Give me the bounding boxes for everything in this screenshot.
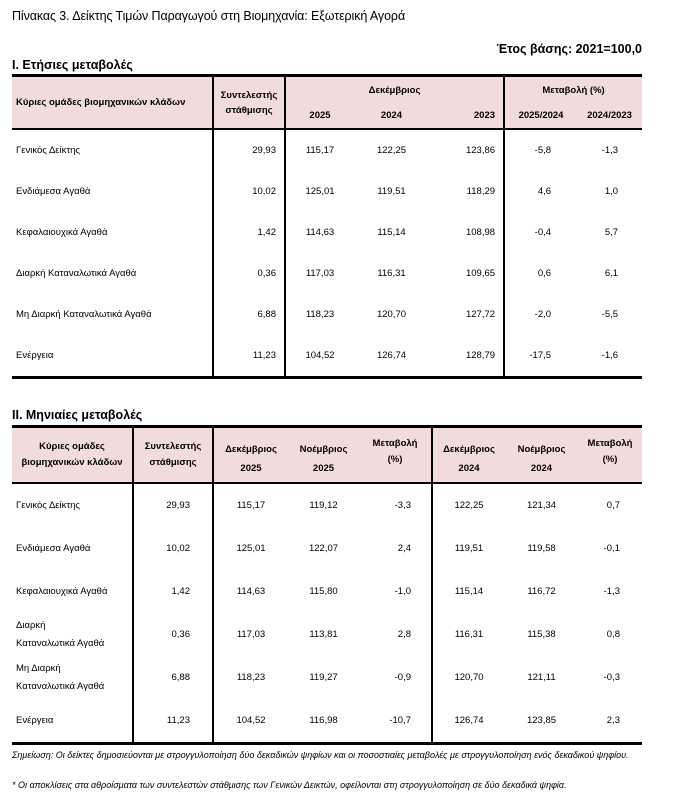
weight-cell: 11,23 — [133, 699, 213, 744]
table-row — [12, 212, 642, 253]
value-nov-2025: 115,80 — [309, 585, 338, 597]
header-change-2025-2024: 2025/2024 — [504, 103, 577, 129]
header-change-line1: Μεταβολή — [372, 438, 418, 449]
table-row — [12, 656, 642, 699]
row-label-line1: Κεφαλαιουχικά Αγαθά — [16, 585, 108, 597]
table-row — [12, 294, 642, 335]
value-dec-2025: 118,23 — [213, 656, 288, 699]
header-change-2025 — [359, 427, 432, 484]
header-year-2025: 2025 — [288, 455, 359, 483]
change-2025: -0,9 — [394, 671, 411, 683]
header-december: Δεκέμβριος — [285, 76, 504, 104]
change-2024-2023: -1,3 — [601, 145, 619, 156]
header-weight — [133, 427, 213, 484]
weight-cell: 6,88 — [213, 294, 285, 335]
header-group-line2: βιομηχανικών κλάδων — [21, 457, 123, 468]
value-nov-2024: 121,34 — [526, 499, 557, 511]
row-label-line1: Ενδιάμεσα Αγαθά — [16, 542, 91, 554]
value-dec-2023: 108,98 — [465, 227, 496, 238]
section-title-annual: I. Ετήσιες μεταβολές — [12, 58, 133, 72]
header-weight-line2: στάθμισης — [149, 457, 197, 468]
weight-cell: 29,93 — [133, 483, 213, 527]
change-2024: 2,3 — [606, 714, 620, 726]
value-dec-2024: 120,70 — [432, 656, 505, 699]
value-dec-2023: 127,72 — [465, 309, 496, 320]
table-row — [12, 483, 642, 527]
row-label — [12, 656, 133, 699]
header-nov-2025: Νοέμβριος — [288, 427, 359, 456]
row-label: Ενέργεια — [16, 350, 54, 361]
header-year-2024: 2024 — [505, 455, 578, 483]
value-nov-2025: 122,07 — [308, 542, 339, 554]
header-year-2024: 2024 — [432, 455, 505, 483]
row-label — [12, 570, 133, 613]
row-label: Κεφαλαιουχικά Αγαθά — [16, 227, 108, 238]
row-label: Γενικός Δείκτης — [16, 145, 80, 156]
weight-cell: 1,42 — [213, 212, 285, 253]
value-dec-2024: 119,51 — [432, 527, 505, 570]
header-group-line1: Κύριες ομάδες — [39, 441, 105, 452]
value-nov-2024: 123,85 — [526, 714, 557, 726]
value-dec-2025: 104,52 — [285, 335, 354, 378]
value-dec-2024: 120,70 — [376, 309, 407, 320]
row-label-line1: Μη Διαρκή — [16, 662, 61, 674]
change-2025-2024: -17,5 — [504, 335, 577, 378]
table-title: Πίνακας 3. Δείκτης Τιμών Παραγωγού στη Βιομηχανία: Εξωτερική Αγορά — [12, 9, 406, 23]
header-year-2024: 2024 — [354, 103, 429, 129]
row-label — [12, 613, 133, 656]
value-dec-2023: 128,79 — [465, 350, 496, 361]
header-change-2024-2023: 2024/2023 — [577, 103, 642, 129]
value-dec-2024: 116,31 — [432, 613, 505, 656]
value-dec-2025: 117,03 — [285, 253, 354, 294]
value-dec-2025: 125,01 — [285, 171, 354, 212]
value-dec-2024: 126,74 — [432, 699, 505, 744]
row-label-line1: Διαρκή — [16, 619, 46, 631]
change-2024: -0,1 — [603, 542, 620, 554]
value-dec-2025: 118,23 — [285, 294, 354, 335]
row-label — [12, 699, 133, 744]
monthly-changes-table — [12, 425, 642, 745]
change-2024-2023: -5,5 — [601, 309, 619, 320]
weight-cell: 11,23 — [213, 335, 285, 378]
table-row — [12, 253, 642, 294]
row-label: Μη Διαρκή Καταναλωτικά Αγαθά — [16, 309, 152, 320]
value-dec-2025: 115,17 — [285, 129, 354, 171]
value-nov-2025: 116,98 — [309, 714, 338, 726]
row-label: Ενδιάμεσα Αγαθά — [16, 186, 91, 197]
table-row — [12, 527, 642, 570]
table-row — [12, 171, 642, 212]
change-2025-2024: 0,6 — [504, 253, 577, 294]
value-dec-2023: 118,29 — [466, 186, 496, 197]
change-2025: -10,7 — [389, 714, 411, 726]
header-change-line2: (%) — [602, 454, 618, 465]
weight-cell: 29,93 — [213, 129, 285, 171]
header-dec-2025: Δεκέμβριος — [213, 427, 288, 456]
value-dec-2025: 115,17 — [213, 483, 288, 527]
value-dec-2024: 116,31 — [377, 268, 406, 279]
value-nov-2025: 119,27 — [309, 671, 338, 683]
header-nov-2024: Νοέμβριος — [505, 427, 578, 456]
value-dec-2023: 109,65 — [465, 268, 496, 279]
value-dec-2025: 117,03 — [213, 613, 288, 656]
change-2025: 2,4 — [397, 542, 411, 554]
value-nov-2024: 121,11 — [527, 671, 556, 683]
value-dec-2024: 122,25 — [376, 145, 407, 156]
change-2025-2024: -0,4 — [504, 212, 577, 253]
change-2024-2023: 5,7 — [604, 227, 619, 238]
change-2025-2024: 4,6 — [504, 171, 577, 212]
value-dec-2023: 123,86 — [465, 145, 496, 156]
change-2024: -1,3 — [603, 585, 620, 597]
header-year-2025: 2025 — [285, 103, 354, 129]
value-nov-2025: 113,81 — [309, 628, 338, 640]
value-nov-2025: 119,12 — [309, 499, 338, 511]
row-label-line1: Ενέργεια — [16, 714, 54, 726]
header-year-2023: 2023 — [429, 103, 504, 129]
header-dec-2024: Δεκέμβριος — [432, 427, 505, 456]
header-group — [12, 427, 133, 484]
value-dec-2025: 114,63 — [213, 570, 288, 613]
change-2024: -0,3 — [603, 671, 620, 683]
section-title-monthly: II. Μηνιαίες μεταβολές — [12, 408, 143, 422]
header-weight-line1: Συντελεστής — [144, 441, 202, 452]
footnote-weights: * Οι αποκλίσεις στα αθροίσματα των συντελεστών στάθμισης των Γενικών Δεικτών, οφείλονται στη στρογγυλοποίηση σε δύο δεκαδικά ψηφία. — [12, 780, 567, 790]
change-2025: 2,8 — [397, 628, 411, 640]
weight-cell: 10,02 — [133, 527, 213, 570]
change-2024-2023: 1,0 — [604, 186, 619, 197]
change-2025: -3,3 — [394, 499, 411, 511]
row-label-line2: Καταναλωτικά Αγαθά — [16, 680, 105, 692]
table-row — [12, 335, 642, 378]
row-label-line1: Γενικός Δείκτης — [16, 499, 80, 511]
weight-cell: 0,36 — [133, 613, 213, 656]
value-dec-2024: 119,51 — [377, 186, 406, 197]
row-label — [12, 483, 133, 527]
row-label: Διαρκή Καταναλωτικά Αγαθά — [16, 268, 137, 279]
change-2025-2024: -5,8 — [504, 129, 577, 171]
header-year-2025: 2025 — [213, 455, 288, 483]
value-nov-2024: 115,38 — [527, 628, 556, 640]
value-dec-2024: 115,14 — [432, 570, 505, 613]
value-dec-2024: 115,14 — [377, 227, 406, 238]
change-2024-2023: -1,6 — [601, 350, 619, 361]
change-2024: 0,7 — [606, 499, 620, 511]
change-2024-2023: 6,1 — [604, 268, 619, 279]
header-change-2024 — [578, 427, 642, 484]
change-2025-2024: -2,0 — [504, 294, 577, 335]
value-nov-2024: 116,72 — [527, 585, 556, 597]
value-dec-2025: 125,01 — [213, 527, 288, 570]
weight-cell: 1,42 — [133, 570, 213, 613]
row-label — [12, 527, 133, 570]
value-nov-2024: 119,58 — [527, 542, 556, 554]
header-change-line2: (%) — [387, 454, 403, 465]
table-row — [12, 613, 642, 656]
value-dec-2024: 122,25 — [432, 483, 505, 527]
value-dec-2024: 126,74 — [376, 350, 407, 361]
change-2025: -1,0 — [394, 585, 411, 597]
weight-cell: 0,36 — [213, 253, 285, 294]
annual-changes-table — [12, 74, 642, 379]
table-row — [12, 129, 642, 171]
value-dec-2025: 104,52 — [213, 699, 288, 744]
table-row — [12, 699, 642, 744]
weight-cell: 6,88 — [133, 656, 213, 699]
weight-cell: 10,02 — [213, 171, 285, 212]
header-weight: Συντελεστής στάθμισης — [213, 76, 285, 130]
change-2024: 0,8 — [606, 628, 620, 640]
header-change-line1: Μεταβολή — [587, 438, 633, 449]
row-label-line2: Καταναλωτικά Αγαθά — [16, 637, 105, 649]
footnote-rounding: Σημείωση: Οι δείκτες δημοσιεύονται με στρογγυλοποίηση δύο δεκαδικών ψηφίων και οι ποσοστιαίες μεταβολές με στρογγυλοποίηση ενός δεκαδικού ψηφίου. — [12, 750, 629, 760]
header-group: Κύριες ομάδες βιομηχανικών κλάδων — [12, 76, 213, 130]
value-dec-2025: 114,63 — [285, 212, 354, 253]
table-row — [12, 570, 642, 613]
base-year: Έτος βάσης: 2021=100,0 — [496, 42, 642, 56]
header-change: Μεταβολή (%) — [504, 76, 642, 104]
